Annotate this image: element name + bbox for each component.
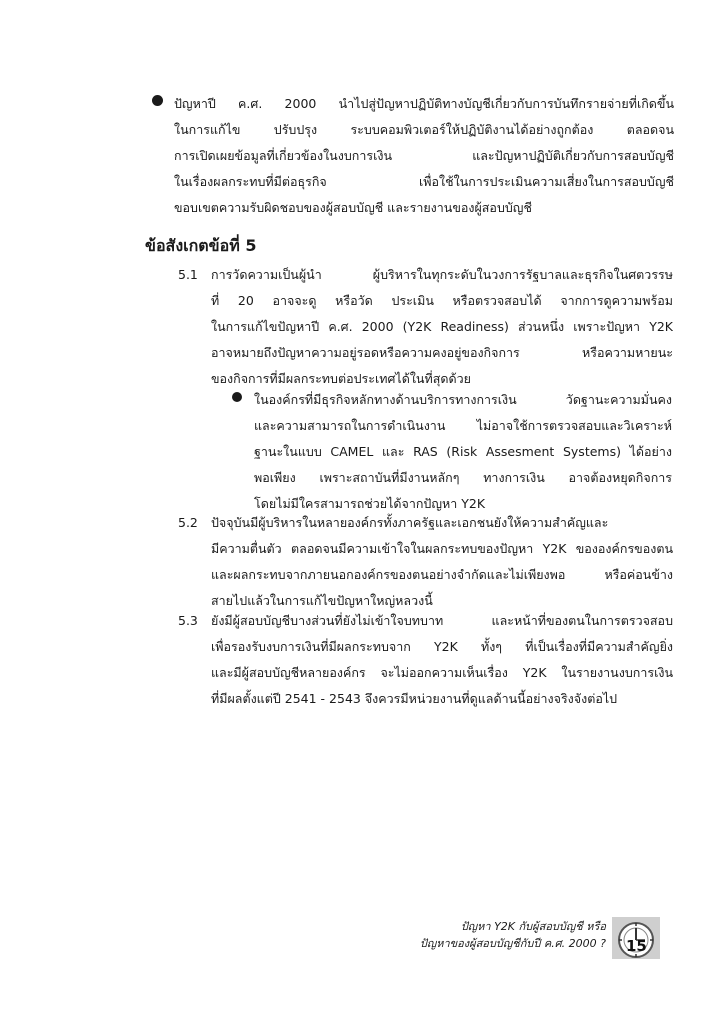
item-number: 5.2 <box>178 515 198 530</box>
footer-title-line-2: ปัญหาของผู้สอบบัญชีกับปี ค.ศ. 2000 ? <box>419 937 606 950</box>
text-line: มีความตื่นตัว ตลอดจนมีความเข้าใจในผลกระทบของปัญหา Y2K ขององค์กรของตน <box>211 541 673 556</box>
text-line: ฐานะในแบบ CAMEL และ RAS (Risk Assesment Systems) ได้อย่าง <box>254 444 672 459</box>
item-text <box>211 510 673 614</box>
text-line: ของกิจการที่มีผลกระทบต่อประเทศได้ในที่สุดด้วย <box>211 371 471 386</box>
text-line: ในการแก้ไข ปรับปรุง ระบบคอมพิวเตอร์ให้ปฏิบัติงานได้อย่างถูกต้อง ตลอดจน <box>174 122 674 137</box>
intro-bullet-text <box>174 91 674 221</box>
text-line: ที่มีผลตั้งแต่ปี 2541 - 2543 จึงควรมีหน่วยงานที่ดูแลด้านนี้อย่างจริงจังต่อไป <box>211 691 618 706</box>
page-footer <box>420 918 606 952</box>
text-line: ยังมีผู้สอบบัญชีบางส่วนที่ยังไม่เข้าใจบทบาท และหน้าที่ของตนในการตรวจสอบ <box>211 613 673 628</box>
item-text <box>211 608 673 712</box>
bullet-dot-icon <box>152 95 163 106</box>
item-number: 5.3 <box>178 613 198 628</box>
footer-title-line-1: ปัญหา Y2K กับผู้สอบบัญชี หรือ <box>460 920 606 933</box>
text-line: พอเพียง เพราะสถาบันที่มีงานหลักๆ ทางการเงิน อาจต้องหยุดกิจการ <box>254 470 672 485</box>
text-line: ในองค์กรที่มีธุรกิจหลักทางด้านบริการทางการเงิน วัดฐานะความมั่นคง <box>254 392 672 407</box>
section-heading: ข้อสังเกตข้อที่ 5 <box>145 236 257 255</box>
text-line: ในเรื่องผลกระทบที่มีต่อธุรกิจ เพื่อใช้ในการประเมินความเสี่ยงในการสอบบัญชี <box>174 174 674 189</box>
item-text <box>211 262 673 392</box>
text-line: ที่ 20 อาจจะดู หรือวัด ประเมิน หรือตรวจสอบได้ จากการดูความพร้อม <box>211 293 673 308</box>
text-line: ในการแก้ไขปัญหาปี ค.ศ. 2000 (Y2K Readiness) ส่วนหนึ่ง เพราะปัญหา Y2K <box>211 319 673 334</box>
sub-bullet-text <box>254 387 672 517</box>
page-number: 15 <box>626 937 647 955</box>
text-line: การเปิดเผยข้อมูลที่เกี่ยวข้องในงบการเงิน และปัญหาปฏิบัติเกี่ยวกับการสอบบัญชี <box>174 148 674 163</box>
text-line: ปัญหาปี ค.ศ. 2000 นำไปสู่ปัญหาปฏิบัติทางบัญชีเกี่ยวกับการบันทึกรายจ่ายที่เกิดขึ้น <box>174 96 674 111</box>
text-line: และความสามารถในการดำเนินงาน ไม่อาจใช้การตรวจสอบและวิเคราะห์ <box>254 418 672 433</box>
text-line: ปัจจุบันมีผู้บริหารในหลายองค์กรทั้งภาครัฐและเอกชนยังให้ความสำคัญและ <box>211 515 609 530</box>
text-line: ขอบเขตความรับผิดชอบของผู้สอบบัญชี และรายงานของผู้สอบบัญชี <box>174 200 532 215</box>
bullet-dot-icon <box>232 392 242 402</box>
text-line: การวัดความเป็นผู้นำ ผู้บริหารในทุกระดับในวงการรัฐบาลและธุรกิจในศตวรรษ <box>211 267 673 282</box>
text-line: สายไปแล้วในการแก้ไขปัญหาใหญ่หลวงนี้ <box>211 593 433 608</box>
text-line: และผลกระทบจากภายนอกองค์กรของตนอย่างจำกัดและไม่เพียงพอ หรือค่อนข้าง <box>211 567 673 582</box>
text-line: เพื่อรองรับงบการเงินที่มีผลกระทบจาก Y2K ทั้งๆ ที่เป็นเรื่องที่มีความสำคัญยิ่ง <box>211 639 673 654</box>
text-line: และมีผู้สอบบัญชีหลายองค์กร จะไม่ออกความเห็นเรื่อง Y2K ในรายงานงบการเงิน <box>211 665 673 680</box>
text-line: โดยไม่มีใครสามารถช่วยได้จากปัญหา Y2K <box>254 496 486 511</box>
text-line: อาจหมายถึงปัญหาความอยู่รอดหรือความคงอยู่ของกิจการ หรือความหายนะ <box>211 345 673 360</box>
item-number: 5.1 <box>178 267 198 282</box>
